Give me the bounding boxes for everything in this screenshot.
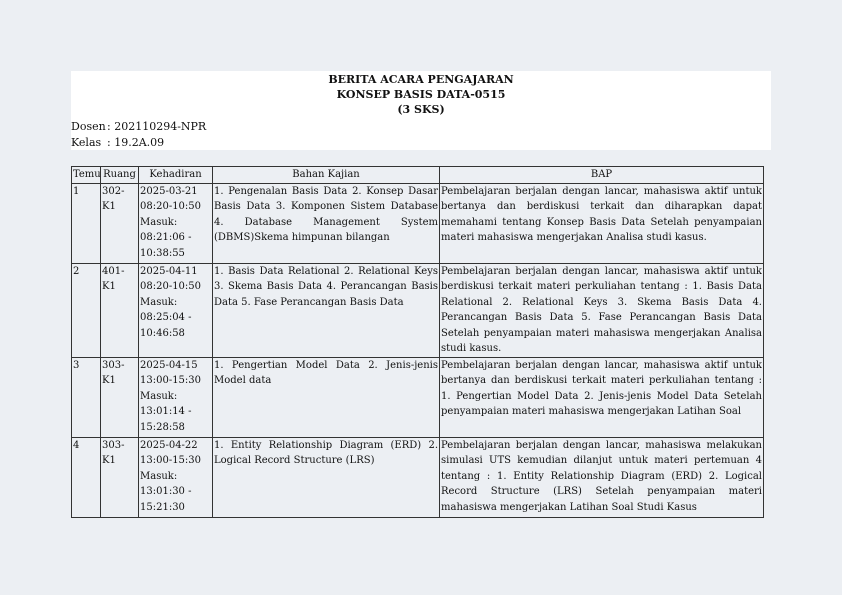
dosen-label: Dosen: [71, 120, 106, 133]
cell-temu: 4: [72, 437, 101, 517]
cell-bap: Pembelajaran berjalan dengan lancar, mahasiswa aktif untuk bertanya dan berdiskusi terkait dan diharapkan dapat memahami tentang Konsep Basis Data Setelah penyampaian materi mahasiswa mengerjakan Analisa studi kasus.: [440, 183, 764, 263]
cell-bahan-kajian: 1. Pengertian Model Data 2. Jenis-jenis Model data: [213, 357, 440, 437]
column-header-bap: BAP: [440, 167, 764, 184]
dosen-value: : 202110294-NPR: [107, 120, 207, 133]
cell-bahan-kajian: 1. Entity Relationship Diagram (ERD) 2. Logical Record Structure (LRS): [213, 437, 440, 517]
document-title: BERITA ACARA PENGAJARAN: [328, 73, 514, 86]
table-row: [72, 357, 764, 437]
cell-ruang: 303-K1: [101, 437, 139, 517]
kelas-value: : 19.2A.09: [107, 135, 165, 149]
table-header-row: [72, 167, 764, 184]
cell-kehadiran: 2025-04-15 13:00-15:30 Masuk: 13:01:14 - 15:28:58: [139, 357, 213, 437]
cell-ruang: 303-K1: [101, 357, 139, 437]
course-title: KONSEP BASIS DATA-0515: [336, 88, 506, 101]
title-block: [71, 72, 771, 117]
column-header-temu: Temu: [72, 167, 101, 184]
dosen-line: [71, 119, 206, 135]
kelas-line: [71, 135, 206, 151]
document-page: [71, 71, 771, 150]
cell-bap: Pembelajaran berjalan dengan lancar, mahasiswa melakukan simulasi UTS kemudian dilanjut untuk materi pertemuan 4 tentang : 1. Entity Relationship Diagram (ERD) 2. Logical Record Structure (LRS) Setelah penyampaian materi mahasiswa mengerjakan Latihan Soal Studi Kasus: [440, 437, 764, 517]
cell-kehadiran: 2025-04-22 13:00-15:30 Masuk: 13:01:30 - 15:21:30: [139, 437, 213, 517]
cell-temu: 3: [72, 357, 101, 437]
course-credits: (3 SKS): [397, 103, 445, 116]
cell-ruang: 302-K1: [101, 183, 139, 263]
meta-info: [71, 119, 206, 150]
column-header-ruang: Ruang: [101, 167, 139, 184]
table-row: [72, 183, 764, 263]
cell-bap: Pembelajaran berjalan dengan lancar, mahasiswa aktif untuk bertanya dan berdiskusi terkait materi perkuliahan tentang : 1. Pengertian Model Data 2. Jenis-jenis Model Data Setelah penyampaian materi mahasiswa mengerjakan Latihan Soal: [440, 357, 764, 437]
table-row: [72, 263, 764, 357]
kelas-label: Kelas: [71, 135, 102, 149]
bap-table: [71, 166, 764, 518]
cell-temu: 1: [72, 183, 101, 263]
column-header-bahan-kajian: Bahan Kajian: [213, 167, 440, 184]
table-row: [72, 437, 764, 517]
cell-bahan-kajian: 1. Pengenalan Basis Data 2. Konsep Dasar Basis Data 3. Komponen Sistem Database 4. Database Management System (DBMS)Skema himpunan bilangan: [213, 183, 440, 263]
cell-kehadiran: 2025-04-11 08:20-10:50 Masuk: 08:25:04 - 10:46:58: [139, 263, 213, 357]
cell-ruang: 401-K1: [101, 263, 139, 357]
cell-temu: 2: [72, 263, 101, 357]
column-header-kehadiran: Kehadiran: [139, 167, 213, 184]
cell-kehadiran: 2025-03-21 08:20-10:50 Masuk: 08:21:06 - 10:38:55: [139, 183, 213, 263]
cell-bahan-kajian: 1. Basis Data Relational 2. Relational Keys 3. Skema Basis Data 4. Perancangan Basis Data 5. Fase Perancangan Basis Data: [213, 263, 440, 357]
cell-bap: Pembelajaran berjalan dengan lancar, mahasiswa aktif untuk berdiskusi terkait materi perkuliahan tentang : 1. Basis Data Relational 2. Relational Keys 3. Skema Basis Data 4. Perancangan Basis Data 5. Fase Perancangan Basis Data Setelah penyampaian materi mahasiswa mengerjakan Analisa studi kasus.: [440, 263, 764, 357]
